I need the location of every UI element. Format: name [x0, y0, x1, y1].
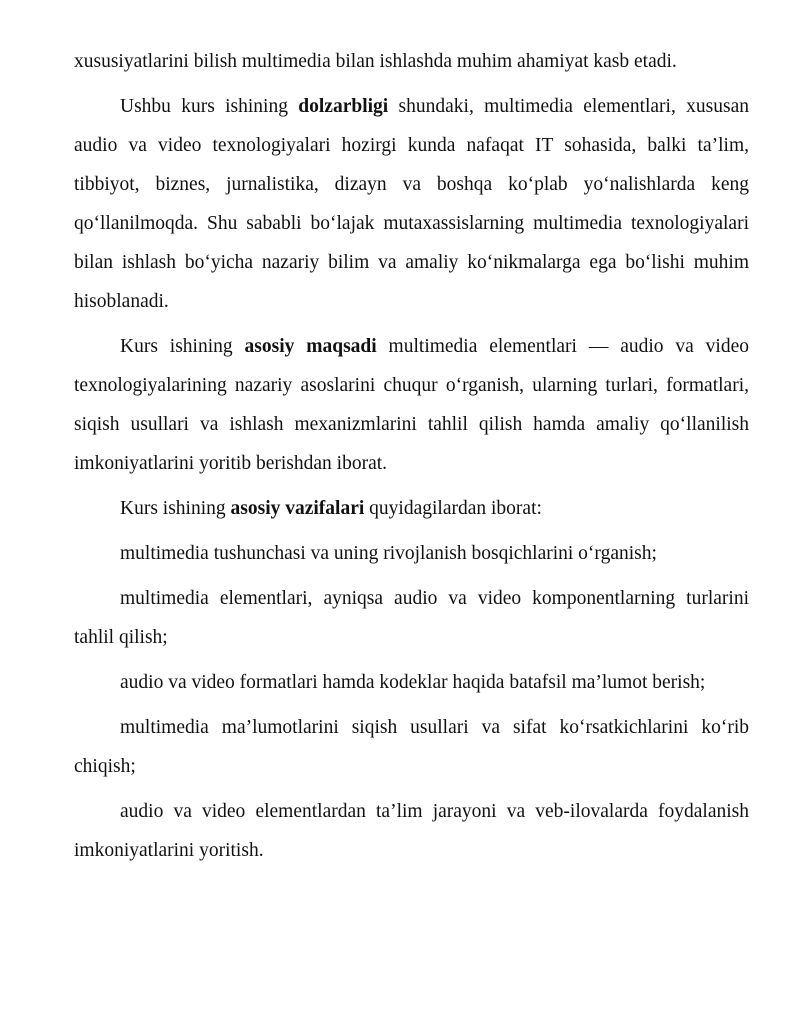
bold-term: asosiy maqsadi: [244, 336, 377, 357]
paragraph-text: multimedia elementlari — audio va video texnologiyalarining nazariy asoslarini chuqur o‘rganish, ularning turlari, formatlari, siqish usullari va ishlash mexanizmlarini tahlil qilish hamda amaliy qo‘llanilish imkoniyatlarini yoritib berishdan iborat.: [74, 336, 749, 474]
paragraph-text: multimedia elementlari, ayniqsa audio va video komponentlarning turlarini tahlil qilish;: [74, 588, 749, 648]
document-body: [74, 42, 749, 870]
paragraph-text: Kurs ishining: [120, 498, 231, 519]
body-paragraph: [74, 327, 749, 483]
paragraph-text: Ushbu kurs ishining: [120, 96, 299, 117]
paragraph-text: audio va video elementlardan ta’lim jarayoni va veb-ilovalarda foydalanish imkoniyatlarini yoritish.: [74, 801, 749, 861]
body-paragraph: [74, 87, 749, 321]
paragraph-text: Kurs ishining: [120, 336, 245, 357]
paragraph-text: shundaki, multimedia elementlari, xususan audio va video texnologiyalari hozirgi kunda nafaqat IT sohasida, balki ta’lim, tibbiyot, biznes, jurnalistika, dizayn va boshqa ko‘plab yo‘nalishlarda keng qo‘llanilmoqda. Shu sababli bo‘lajak mutaxassislarning multimedia texnologiyalari bilan ishlash bo‘yicha nazariy bilim va amaliy ko‘nikmalarga ega bo‘lishi muhim hisoblanadi.: [74, 96, 749, 312]
body-paragraph: [74, 42, 749, 81]
paragraph-text: quyidagilardan iborat:: [364, 498, 542, 519]
body-paragraph: [74, 579, 749, 657]
body-paragraph: [74, 708, 749, 786]
body-paragraph: [74, 792, 749, 870]
body-paragraph: [74, 663, 749, 702]
paragraph-text: xususiyatlarini bilish multimedia bilan ishlashda muhim ahamiyat kasb etadi.: [74, 51, 677, 72]
bold-term: dolzarbligi: [298, 96, 389, 117]
paragraph-text: multimedia ma’lumotlarini siqish usullari va sifat ko‘rsatkichlarini ko‘rib chiqish;: [74, 717, 749, 777]
paragraph-text: audio va video formatlari hamda kodeklar haqida batafsil ma’lumot berish;: [120, 672, 706, 693]
bold-term: asosiy vazifalari: [230, 498, 365, 519]
body-paragraph: [74, 489, 749, 528]
paragraph-text: multimedia tushunchasi va uning rivojlanish bosqichlarini o‘rganish;: [120, 543, 657, 564]
body-paragraph: [74, 534, 749, 573]
